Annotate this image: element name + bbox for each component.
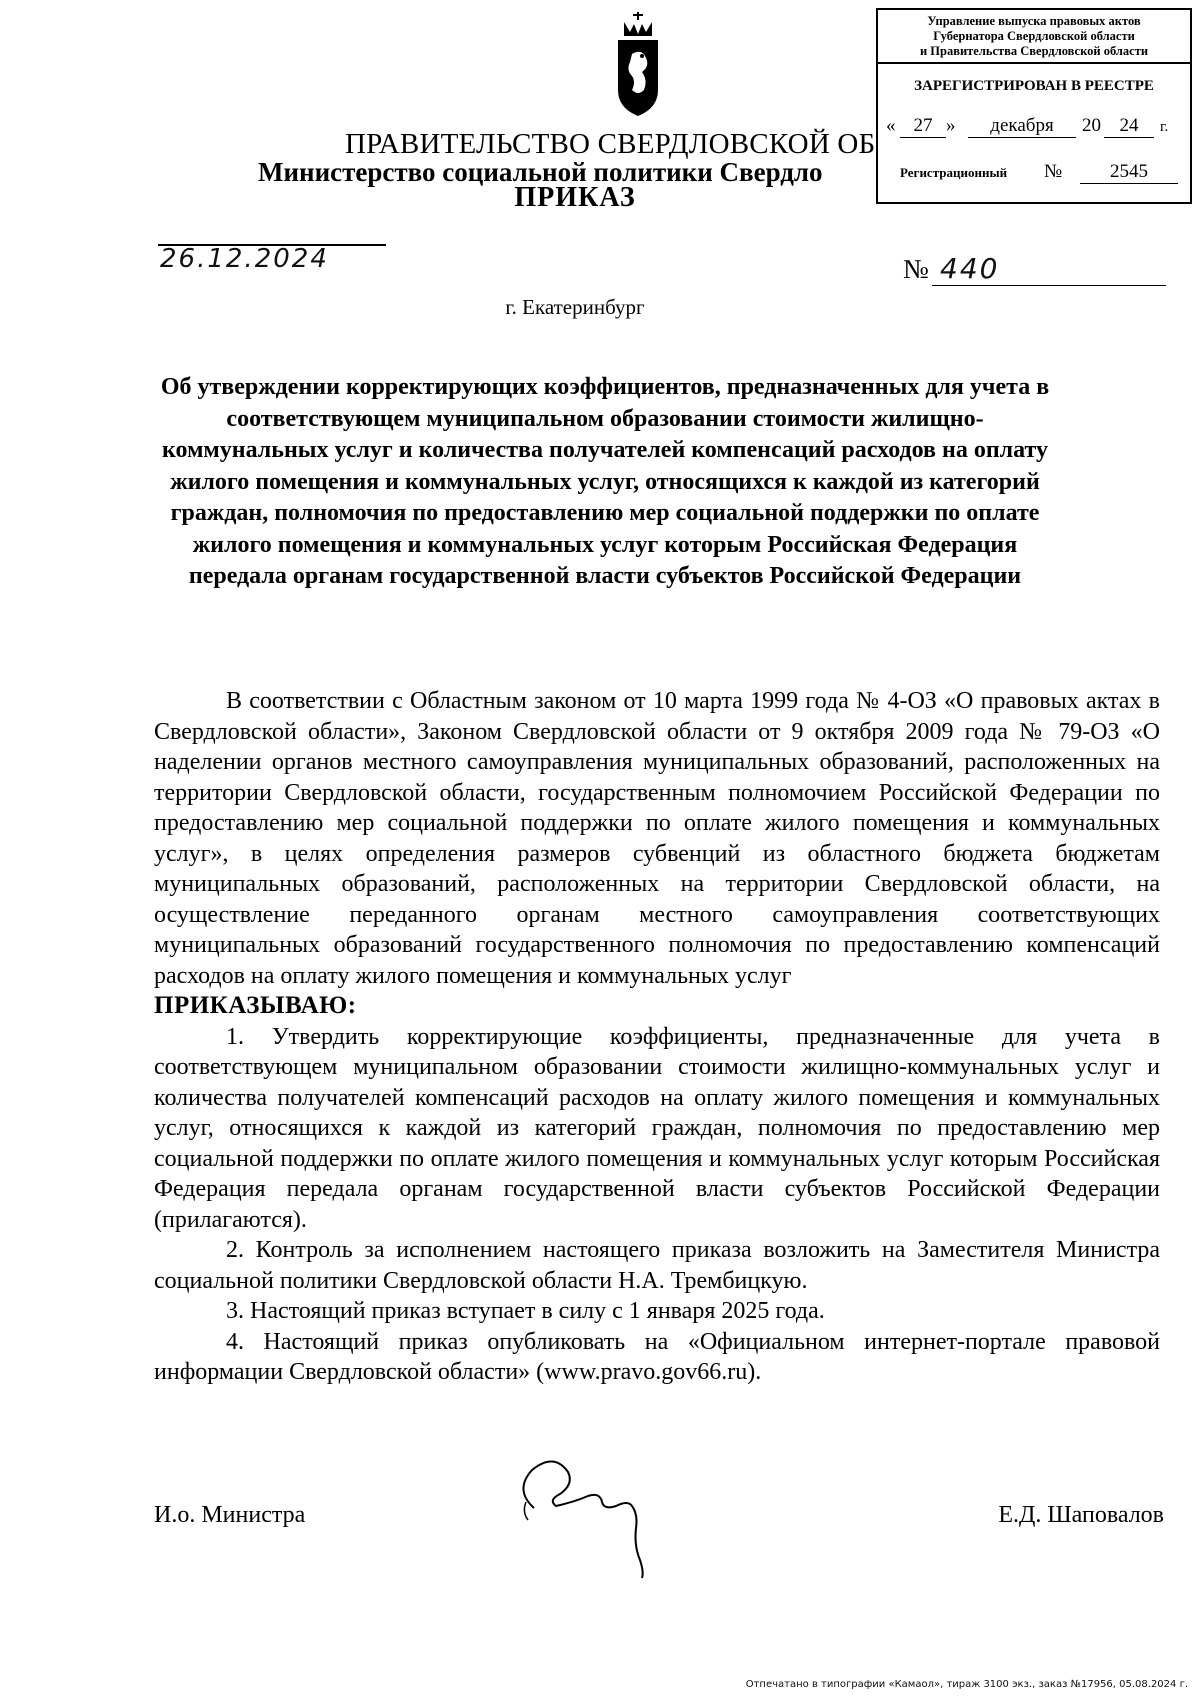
stamp-month: декабря (968, 115, 1076, 138)
signatory-role: И.о. Министра (154, 1502, 306, 1528)
document-body (154, 686, 1160, 1388)
city-line (0, 295, 1200, 320)
order-item: 1. Утвердить корректирующие коэффициенты, предназначенные для учета в соответствующем муниципальном образовании стоимости жилищно-коммунальных услуг и количества получателей компенсаций расходов на оплату жилого помещения и коммунальных услуг, относящихся к каждой из категорий граждан, полномочия по предоставлению мер социальной поддержки по оплате жилого помещения и коммунальных услуг которым Российская Федерация передала органам государственной власти субъектов Российской Федерации (прилагаются). (154, 1023, 1160, 1233)
signatory-name: Е.Д. Шаповалов (998, 1502, 1164, 1528)
preamble-paragraph: В соответствии с Областным законом от 10 марта 1999 года № 4-ОЗ «О правовых актах в Свердловской области», Законом Свердловской области от 9 октября 2009 года № 79-ОЗ «О наделении органов местного самоуправления муниципальных образований, расположенных на территории Свердловской области, государственным полномочием Российской Федерации по предоставлению мер социальной поддержки по оплате жилого помещения и коммунальных услуг», в целях определения размеров субвенций из областного бюджета бюджетам муниципальных образований, расположенных на территории Свердловской области, на осуществление переданного органам местного самоуправления соответствующих муниципальных образований государственного полномочия по предоставлению компенсаций расходов на оплату жилого помещения и коммунальных услуг (154, 688, 1160, 989)
stamp-day: 27 (900, 115, 946, 138)
order-date: 26.12.2024 (160, 244, 329, 274)
stamp-number-row (878, 161, 1190, 187)
order-item: 4. Настоящий приказ опубликовать на «Официальном интернет-портале правовой информации Свердловской области» (www.pravo.gov66.ru). (154, 1328, 1160, 1385)
order-item: 3. Настоящий приказ вступает в силу с 1 января 2025 года. (226, 1298, 825, 1324)
stamp-header (878, 10, 1190, 64)
government-heading: ПРАВИТЕЛЬСТВО СВЕРДЛОВСКОЙ ОБ (345, 128, 876, 160)
stamp-year-suffix: 24 (1104, 115, 1154, 138)
city-text: г. Екатеринбург (505, 295, 645, 319)
registry-stamp (876, 8, 1192, 204)
stamp-number-sign: № (1044, 161, 1063, 182)
stamp-header-line: и Правительства Свердловской области (919, 44, 1149, 58)
handwritten-signature (504, 1450, 664, 1580)
order-item: 2. Контроль за исполнением настоящего приказа возложить на Заместителя Министра социальной политики Свердловской области Н.А. Трембицкую. (154, 1237, 1160, 1294)
document-title: Об утверждении корректирующих коэффициентов, предназначенных для учета в соответствующем муниципальном образовании стоимости жилищно-коммунальных услуг и количества получателей компенсаций расходов на оплату жилого помещения и коммунальных услуг, относящихся к каждой из категорий граждан, полномочия по предоставлению мер социальной поддержки по оплате жилого помещения и коммунальных услуг которым Российская Федерация передала органам государственной власти субъектов Российской Федерации (160, 374, 1050, 589)
stamp-quote-open: « (886, 115, 896, 136)
order-word: ПРИКАЗЫВАЮ: (154, 992, 357, 1019)
ministry-heading: Министерство социальной политики Свердло (258, 157, 823, 187)
stamp-reg-number: 2545 (1080, 161, 1178, 184)
stamp-header-line: Управление выпуска правовых актов (927, 14, 1141, 28)
stamp-header-line: Губернатора Свердловской области (933, 29, 1135, 43)
stamp-registered-label: ЗАРЕГИСТРИРОВАН В РЕЕСТРЕ (914, 78, 1154, 94)
coat-of-arms-emblem (612, 10, 664, 118)
stamp-year-unit: г. (1160, 119, 1169, 135)
stamp-year-prefix: 20 (1082, 115, 1101, 136)
order-number-sign: № (903, 254, 929, 284)
printing-footer: Отпечатано в типографии «Камаол», тираж 3100 экз., заказ №17956, 05.08.2024 г. (745, 1679, 1188, 1690)
stamp-reg-label: Регистрационный (900, 165, 1008, 180)
stamp-quote-close: » (946, 115, 956, 136)
document-type-text: ПРИКАЗ (514, 182, 636, 213)
stamp-date-row (878, 115, 1190, 145)
number-underline (932, 285, 1166, 286)
order-number: 440 (940, 252, 1000, 285)
